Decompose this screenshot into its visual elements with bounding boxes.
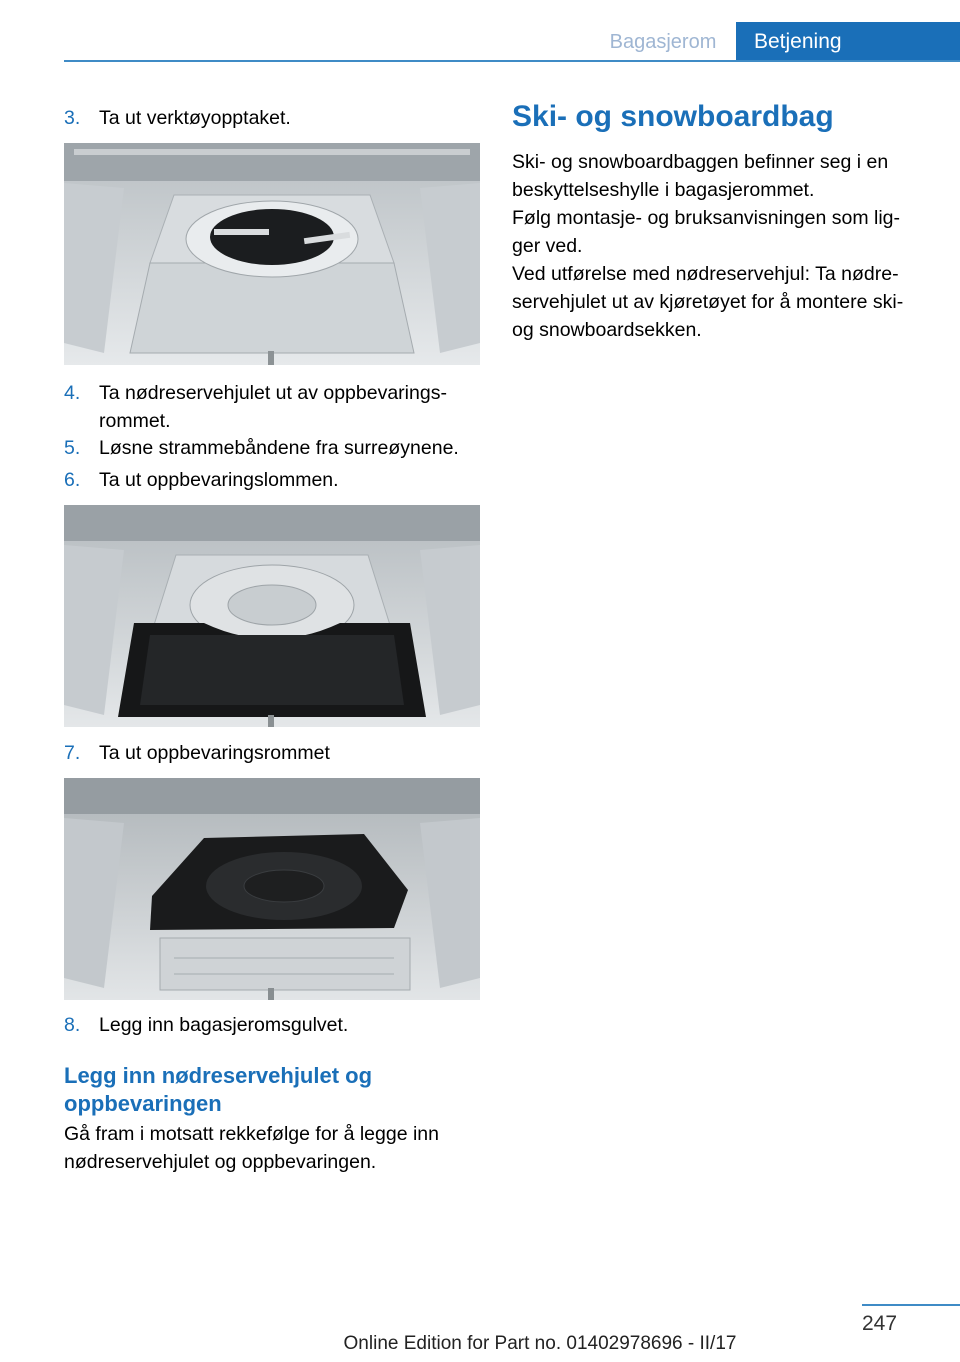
step-4 (64, 379, 484, 435)
trunk-photo-storage-pocket (64, 505, 480, 727)
step-text: Ta nødreservehjulet ut av oppbevarings‐rommet. (99, 382, 447, 432)
header-rule (64, 60, 960, 62)
paragraph: Ski- og snowboardbaggen befinner seg i en beskyttelseshylle i bagasjerommet. (512, 151, 889, 201)
section-heading: Ski- og snowboardbag (512, 100, 834, 133)
step-text: Løsne strammebåndene fra surreøynene. (99, 437, 459, 459)
step-3 (64, 104, 484, 132)
paragraph: Ved utførelse med nødreservehjul: Ta nødre‐servehjulet ut av kjøretøyet for å montere ski- og snowboardsekken. (512, 263, 904, 341)
step-number: 7. (64, 742, 81, 764)
step-text: Ta ut oppbevaringslommen. (99, 469, 339, 491)
step-7 (64, 739, 484, 767)
subsection-heading: Legg inn nødreservehjulet og oppbevaringen (64, 1063, 373, 1116)
footer-rule (862, 1304, 960, 1306)
trunk-photo-storage-compartment (64, 778, 480, 1000)
step-5 (64, 434, 484, 462)
step-text: Ta ut verktøyopptaket. (99, 107, 291, 129)
step-number: 6. (64, 469, 81, 491)
step-text: Legg inn bagasjeromsgulvet. (99, 1014, 349, 1036)
step-text: Ta ut oppbevaringsrommet (99, 742, 330, 764)
header-section-label: Bagasjerom (609, 31, 717, 53)
step-number: 8. (64, 1014, 81, 1036)
footer-edition: Online Edition for Part no. 01402978696 - II/17 (343, 1333, 737, 1354)
step-8 (64, 1011, 484, 1039)
step-6 (64, 466, 484, 494)
subsection-text: Gå fram i motsatt rekkefølge for å legge inn nødreservehjulet og oppbevaringen. (64, 1123, 439, 1173)
header-chapter-tab: Betjening (736, 22, 960, 62)
page-number: 247 (862, 1312, 898, 1335)
step-number: 5. (64, 437, 81, 459)
step-number: 3. (64, 107, 81, 129)
paragraph: Følg montasje- og bruksanvisningen som lig‐ger ved. (512, 207, 901, 257)
trunk-photo-tool-tray (64, 143, 480, 365)
step-number: 4. (64, 382, 81, 404)
